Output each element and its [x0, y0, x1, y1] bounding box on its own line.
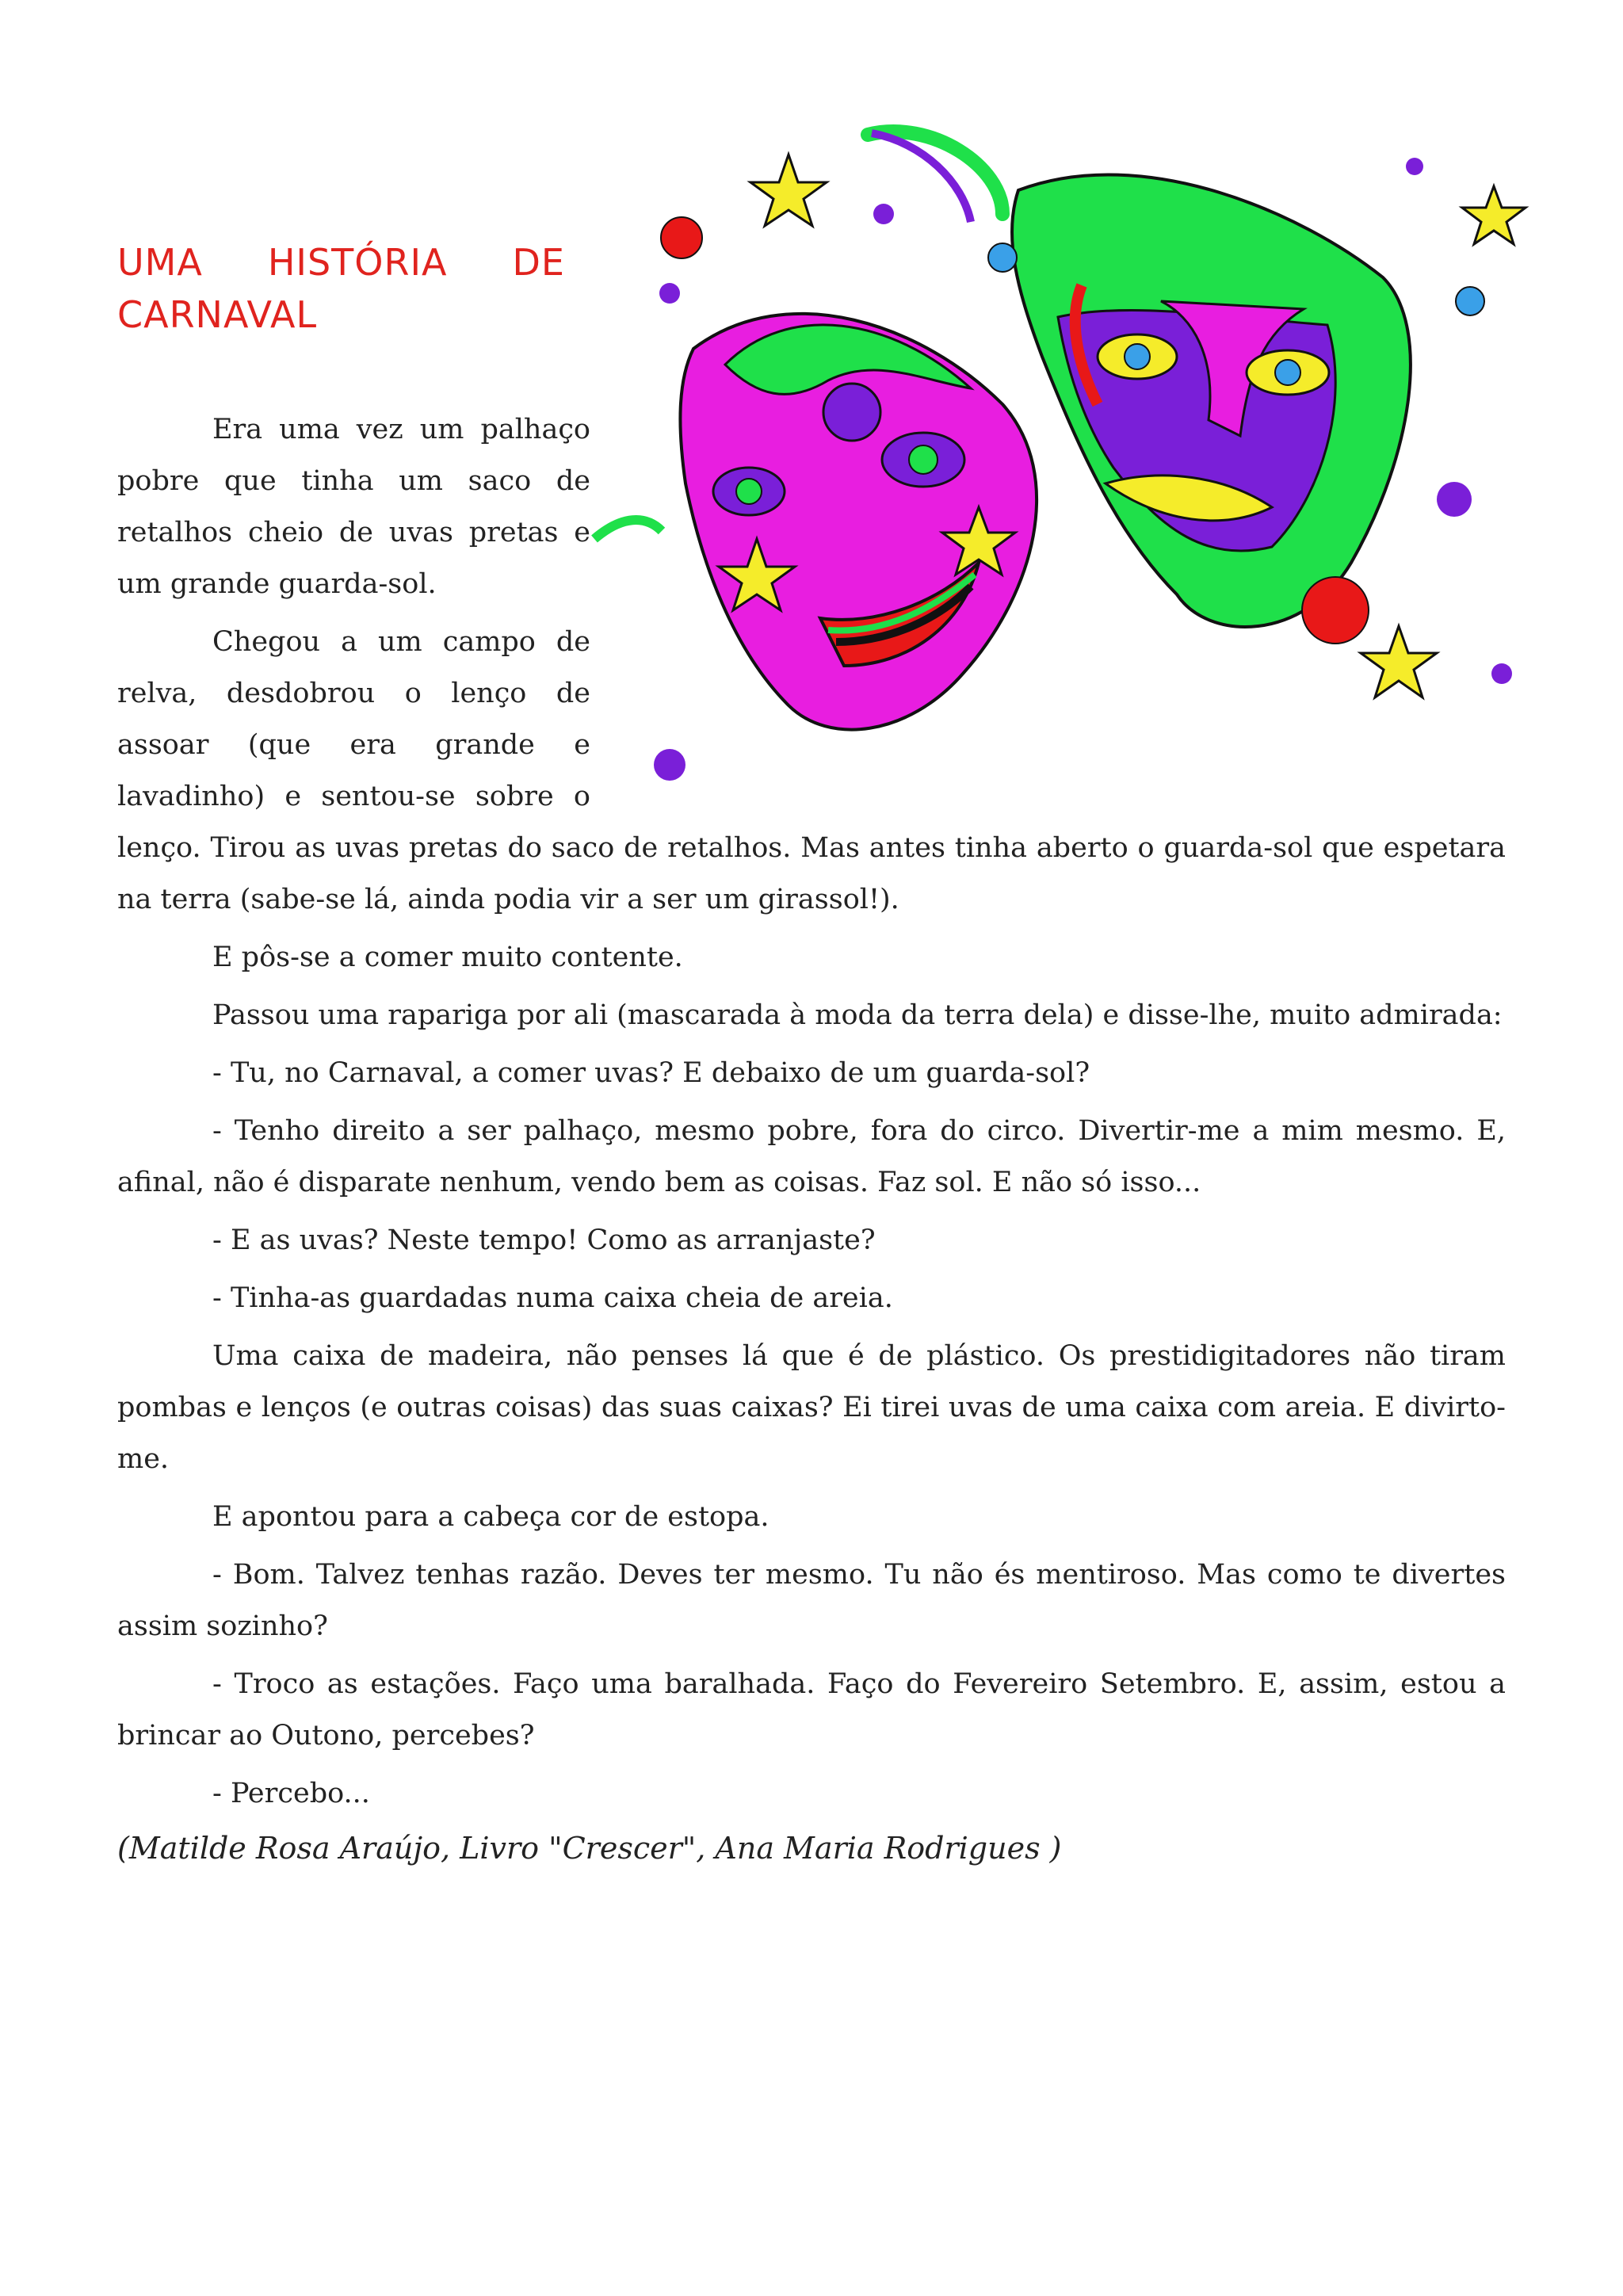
paragraph: Passou uma rapariga por ali (mascarada à moda da terra dela) e disse-lhe, muito admirada: [212, 999, 1503, 1031]
paragraph: Chegou a um campo de relva, desdobrou o lenço de assoar (que era grande e lavadinho) e sentou-se sobre o lenço. Tirou as uvas pretas do saco de retalhos. Mas antes tinha aberto o guarda-sol que espetara na terra (sabe-se lá, ainda podia vir a ser um girassol!). [117, 626, 1506, 915]
dialogue-line: - Tu, no Carnaval, a comer uvas? E debaixo de um guarda-sol? [212, 1057, 1090, 1089]
story-text [117, 404, 1506, 1826]
paragraph: Uma caixa de madeira, não penses lá que é de plástico. Os prestidigitadores não tiram pombas e lenços (e outras coisas) das suas caixas? Ei tirei uvas de uma caixa com areia. E divirto-me. [117, 1340, 1506, 1475]
dialogue-line: - Percebo... [212, 1778, 370, 1809]
paragraph: Era uma vez um palhaço pobre que tinha um saco de retalhos cheio de uvas pretas e um grande guarda-sol. [117, 414, 590, 600]
paragraph: E apontou para a cabeça cor de estopa. [212, 1501, 769, 1533]
paragraph: E pôs-se a comer muito contente. [212, 942, 683, 973]
title-line-1 [117, 236, 565, 288]
dialogue-line: - Tenho direito a ser palhaço, mesmo pobre, fora do circo. Divertir-me a mim mesmo. E, afinal, não é disparate nenhum, vendo bem as coisas. Faz sol. E não só isso... [117, 1115, 1506, 1198]
page-title [117, 236, 565, 341]
illustration-spacer [590, 404, 1506, 794]
title-word: HISTÓRIA [267, 241, 448, 284]
title-word: DE [512, 241, 565, 284]
citation: (Matilde Rosa Araújo, Livro "Crescer", Ana Maria Rodrigues ) [117, 1831, 1062, 1866]
title-word: UMA [117, 241, 203, 284]
dialogue-line: - Troco as estações. Faço uma baralhada. Faço do Fevereiro Setembro. E, assim, estou a brincar ao Outono, percebes? [117, 1668, 1506, 1752]
title-line-2: CARNAVAL [117, 293, 318, 336]
dialogue-line: - Bom. Talvez tenhas razão. Deves ter mesmo. Tu não és mentiroso. Mas como te divertes assim sozinho? [117, 1559, 1506, 1642]
dialogue-line: - Tinha-as guardadas numa caixa cheia de areia. [212, 1282, 893, 1314]
dialogue-line: - E as uvas? Neste tempo! Como as arranjaste? [212, 1224, 876, 1256]
